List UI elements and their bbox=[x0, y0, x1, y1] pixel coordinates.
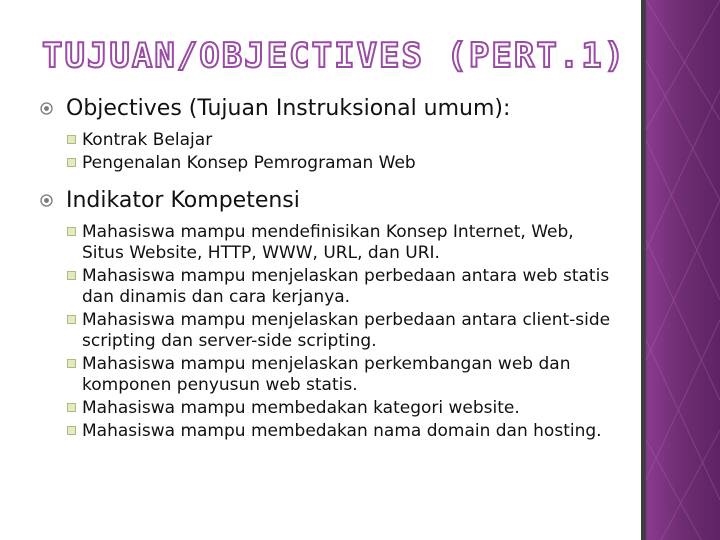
list-item bbox=[36, 398, 636, 419]
list-item-text: Mahasiswa mampu menjelaskan perbedaan antara web statis bbox=[82, 266, 610, 286]
list-item bbox=[36, 130, 636, 151]
circled-dot-icon bbox=[40, 102, 53, 115]
square-bullet-icon bbox=[67, 426, 76, 435]
decorative-side-band bbox=[641, 0, 720, 540]
list-item-text: scripting dan server-side scripting. bbox=[82, 331, 377, 351]
side-band-texture bbox=[641, 0, 720, 540]
list-item-text: Mahasiswa mampu membedakan kategori website. bbox=[82, 398, 520, 418]
list-item-text: Kontrak Belajar bbox=[82, 130, 213, 150]
square-bullet-icon bbox=[67, 227, 76, 236]
square-bullet-icon bbox=[67, 403, 76, 412]
square-bullet-icon bbox=[67, 315, 76, 324]
list-item-text: Pengenalan Konsep Pemrograman Web bbox=[82, 153, 416, 173]
bullet-list bbox=[36, 130, 636, 174]
list-item bbox=[36, 354, 636, 396]
list-item-text: Mahasiswa mampu menjelaskan perkembangan web dan bbox=[82, 354, 571, 374]
square-bullet-icon bbox=[67, 135, 76, 144]
section-heading bbox=[36, 188, 636, 214]
list-item bbox=[36, 266, 636, 308]
section-heading-text: Objectives (Tujuan Instruksional umum): bbox=[66, 96, 511, 121]
square-bullet-icon bbox=[67, 359, 76, 368]
square-bullet-icon bbox=[67, 158, 76, 167]
section-heading bbox=[36, 96, 636, 122]
list-item-text: Mahasiswa mampu menjelaskan perbedaan antara client-side bbox=[82, 310, 611, 330]
list-item-text: dan dinamis dan cara kerjanya. bbox=[82, 287, 351, 307]
list-item bbox=[36, 222, 636, 264]
list-item bbox=[36, 310, 636, 352]
section-heading-text: Indikator Kompetensi bbox=[66, 188, 300, 213]
list-item-text: Mahasiswa mampu membedakan nama domain dan hosting. bbox=[82, 421, 602, 441]
slide-title: TUJUAN/OBJECTIVES (PERT.1) bbox=[42, 36, 627, 76]
list-item bbox=[36, 153, 636, 174]
slide-content bbox=[36, 96, 636, 456]
list-item-text: Mahasiswa mampu mendefinisikan Konsep Internet, Web, bbox=[82, 222, 574, 242]
square-bullet-icon bbox=[67, 271, 76, 280]
bullet-list bbox=[36, 222, 636, 442]
list-item-text: komponen penyusun web statis. bbox=[82, 375, 358, 395]
list-item-text: Situs Website, HTTP, WWW, URL, dan URI. bbox=[82, 243, 440, 263]
circled-dot-icon bbox=[40, 194, 53, 207]
list-item bbox=[36, 421, 636, 442]
